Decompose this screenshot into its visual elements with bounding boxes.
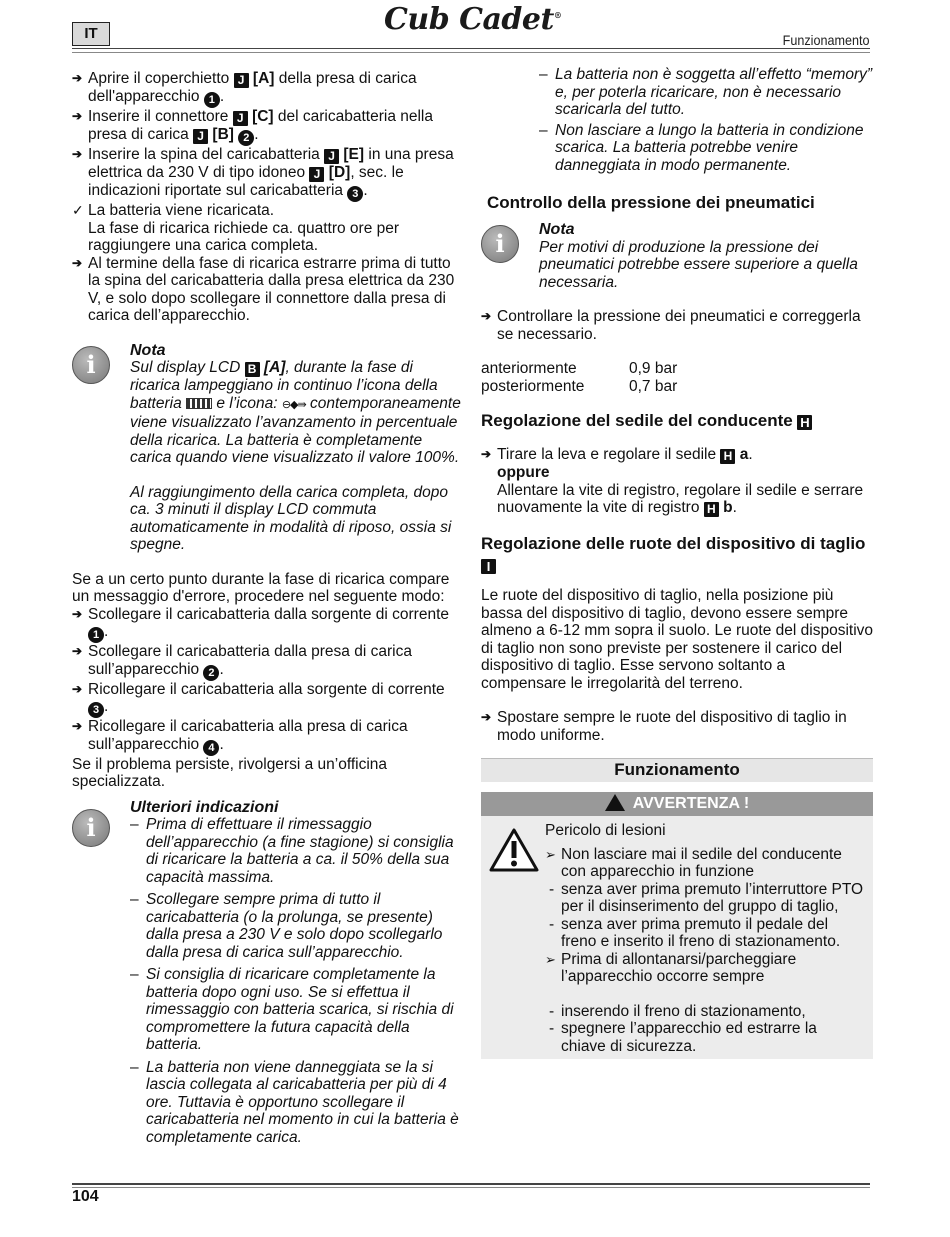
right-column: [481, 66, 873, 1059]
page-number: 104: [72, 1188, 99, 1205]
warning-triangle-icon: [489, 828, 539, 872]
warning-item: ➢ Non lasciare mai il sedile del conducente con apparecchio in funzione: [545, 846, 865, 881]
note-title: Nota: [539, 221, 575, 238]
note-text: Sul display LCD B [A], durante la fase di ricarica lampeggiano in continuo l’icona della batteria e l’icona: ⊖◆⇛ contemporaneamente viene visualizzato l’avanzamento in percentuale della ricarica. La batteria è completamente carica quando viene visualizzato il valore 100%.: [130, 359, 461, 466]
seat-or: oppure: [497, 464, 550, 481]
footer-rule: [72, 1183, 870, 1185]
note-title: Ulteriori indicazioni: [130, 798, 279, 816]
note-pressure: [481, 221, 873, 291]
wheels-text: Le ruote del dispositivo di taglio, nella posizione più bassa del dispositivo di taglio, devono essere sempre almeno a 6-12 mm sopra il suolo. Le ruote del dispositivo di taglio non sono previste per sostenere il carico del dispositivo di taglio. Esse servono soltanto a compensare le irregolarità del terreno.: [481, 587, 874, 692]
info-icon: i: [481, 225, 519, 263]
list-item: – Si consiglia di ricaricare completamente la batteria dopo ogni uso. Se si effettua il rimessaggio con batteria scarica, si rischia di compromettere la futura capacità della batteria.: [130, 966, 464, 1054]
step-seat: ➔ Tirare la leva e regolare il sedile H a. oppure Allentare la vite di registro, regolare il sedile e serrare nuovamente la vite di registro H b.: [481, 446, 873, 517]
warning-subitem: - senza aver prima premuto l’interruttore PTO per il disinserimento del gruppo di taglio,: [545, 881, 865, 916]
battery-icon: [186, 398, 212, 409]
note-text: Per motivi di produzione la pressione dei pneumatici potrebbe essere superiore a quella necessaria.: [539, 238, 858, 291]
result-charging: ✓ La batteria viene ricaricata. La fase di ricarica richiede ca. quattro ore per raggiungere una carica completa.: [72, 202, 464, 255]
note-further: [72, 799, 464, 1147]
step-check-pressure: ➔ Controllare la pressione dei pneumatici e correggerla se necessario.: [481, 308, 873, 343]
error-step-4: ➔ Ricollegare il caricabatteria alla presa di carica sull’apparecchio 4 .: [72, 718, 464, 756]
step-insert-connector: ➔ Inserire il connettore J [C] del caricabatteria nella presa di carica J [B] 2 .: [72, 108, 464, 146]
warning-intro: Pericolo di lesioni: [545, 822, 666, 839]
warning-box: [481, 816, 873, 1059]
language-tag: IT: [72, 22, 110, 46]
info-icon: i: [72, 346, 110, 384]
pressure-row-rear: posteriormente 0,7 bar: [481, 377, 678, 395]
list-item: – Scollegare sempre prima di tutto il caricabatteria (o la prolunga, se presente) dalla presa a 230 V e solo dopo scollegarlo dalla presa di carica sull’apparecchio.: [130, 891, 464, 961]
pressure-table: [481, 360, 873, 395]
pressure-row-front: anteriormente 0,9 bar: [481, 360, 678, 377]
heading-seat: Regolazione del sedile del conducente H: [481, 410, 873, 431]
warning-header: AVVERTENZA !: [481, 792, 873, 816]
section-band-funzionamento: Funzionamento: [481, 758, 873, 782]
error-step-2: ➔ Scollegare il caricabatteria dalla presa di carica sull’apparecchio 2 .: [72, 643, 464, 681]
warning-subitem: - spegnere l’apparecchio ed estrarre la chiave di sicurezza.: [545, 1020, 865, 1055]
note-text-standby: Al raggiungimento della carica completa, dopo ca. 3 minuti il display LCD commuta automaticamente in modalità di riposo, ossia si spegne.: [130, 483, 452, 553]
list-item: – La batteria non è soggetta all’effetto “memory” e, per poterla ricaricare, non è necessario scaricarla del tutto.: [539, 66, 873, 119]
step-insert-plug: ➔ Inserire la spina del caricabatteria J [E] in una presa elettrica da 230 V di tipo idoneo J [D], sec. le indicazioni riportate sul caricabatteria 3 .: [72, 146, 464, 202]
step-number-1: 1: [204, 92, 220, 108]
warning-subitem: - inserendo il freno di stazionamento,: [545, 1003, 865, 1021]
list-item: – Non lasciare a lungo la batteria in condizione scarica. La batteria potrebbe venire danneggiata in modo permanente.: [539, 122, 873, 175]
warning-subitem: - senza aver prima premuto il pedale del freno e inserito il freno di stazionamento.: [545, 916, 865, 951]
footer-rule-thin: [72, 1187, 870, 1188]
step-wheels: ➔ Spostare sempre le ruote del dispositivo di taglio in modo uniforme.: [481, 709, 873, 744]
heading-tyre-pressure: Controllo della pressione dei pneumatici: [487, 193, 815, 212]
note-title: Nota: [130, 341, 166, 359]
key-label-j: J: [234, 73, 249, 88]
step-open-cover: ➔ Aprire il coperchietto J [A] della presa di carica dell'apparecchio 1 .: [72, 70, 464, 108]
brand-logo: Cub Cadet®: [384, 2, 562, 37]
header-rule: [72, 48, 870, 49]
header-rule-thin: [72, 52, 870, 53]
charging-plug-icon: ⊖◆⇛: [281, 398, 306, 411]
info-icon: i: [72, 809, 110, 847]
note-display: [72, 342, 464, 554]
error-step-1: ➔ Scollegare il caricabatteria dalla sorgente di corrente 1 .: [72, 606, 464, 644]
step-number-3: 3: [347, 186, 363, 202]
list-item: – Prima di effettuare il rimessaggio dell’apparecchio (a fine stagione) si consiglia di ricaricare la batteria a ca. il 50% della sua capacità massima.: [130, 816, 464, 886]
warning-item: ➢ Prima di allontanarsi/parcheggiare l’apparecchio occorre sempre: [545, 951, 865, 986]
list-item: – La batteria non viene danneggiata se la si lascia collegata al caricabatteria per più di 4 ore. Tuttavia è opportuno scollegare il caricabatteria nel momento in cui la batteria è completamente carica.: [130, 1059, 464, 1147]
section-title: Funzionamento: [783, 32, 870, 48]
step-unplug: ➔ Al termine della fase di ricarica estrarre prima di tutto la spina del caricabatteria dalla presa elettrica da 230 V, e solo dopo scollegare il connettore dalla presa di carica dell’apparecchio.: [72, 255, 464, 325]
left-column: [72, 70, 464, 1146]
warning-icon: [605, 794, 625, 811]
error-end: Se il problema persiste, rivolgersi a un’officina specializzata.: [72, 755, 388, 790]
step-number-2: 2: [238, 130, 254, 146]
heading-wheels: Regolazione delle ruote del dispositivo di taglio I: [481, 534, 866, 574]
error-intro: Se a un certo punto durante la fase di ricarica compare un messaggio d'errore, procedere nel seguente modo:: [72, 570, 450, 605]
error-step-3: ➔ Ricollegare il caricabatteria alla sorgente di corrente 3 .: [72, 681, 464, 719]
